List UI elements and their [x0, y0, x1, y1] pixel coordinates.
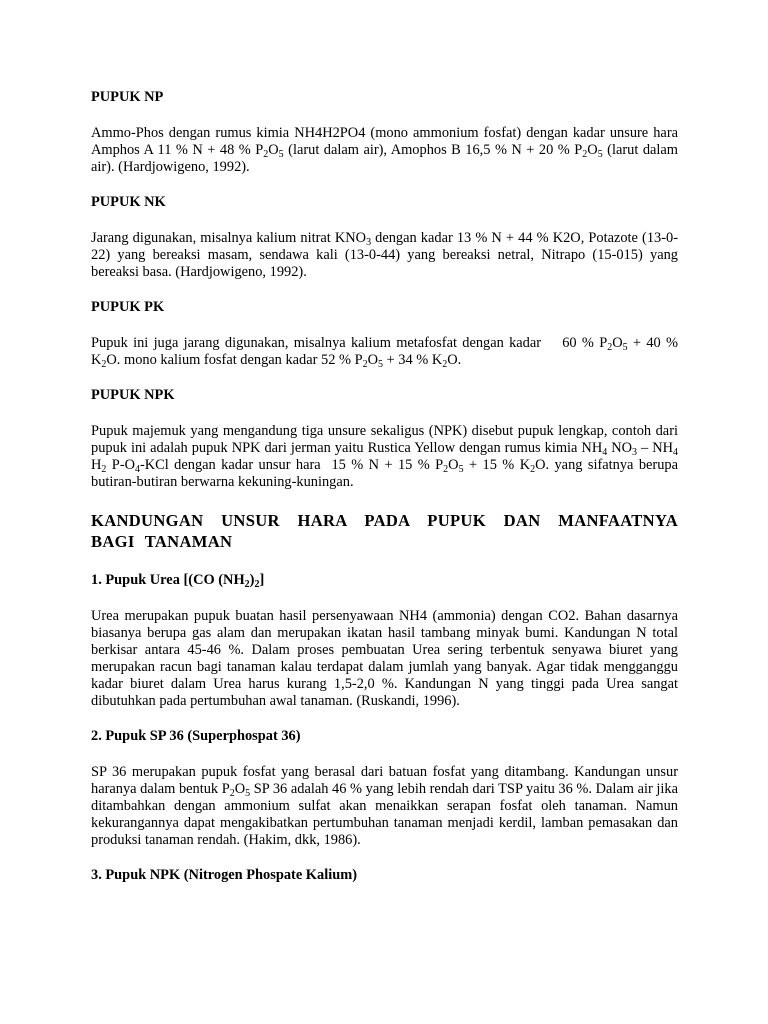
main-heading: KANDUNGAN UNSUR HARA PADA PUPUK DAN MANFAATNYA BAGI TANAMAN [91, 511, 678, 551]
paragraph-pupuk-sp36: SP 36 merupakan pupuk fosfat yang berasal dari batuan fosfat yang ditambang. Kandungan unsur haranya dalam bentuk $P_2O_5$ SP 36 adalah 46 % yang lebih rendah dari TSP yaitu 36 %. Dalam air jika ditambahkan dengan ammonium sulfat akan menaikkan serapan fosfat oleh tanaman. Namun kekurangannya dapat mengakibatkan pertumbuhan tanaman menjadi kerdil, lamban pemasakan dan produksi tanaman rendah. (Hakim, dkk, 1986). [91, 764, 678, 848]
heading-pupuk-nk: PUPUK NK [91, 194, 166, 210]
paragraph-pupuk-np: Ammo-Phos dengan rumus kimia NH4H2PO4 (mono ammonium fosfat) dengan kadar unsure hara Amphos A 11 % N + 48 % $P_2O_5$ (larut dalam air), Amophos B 16,5 % N + 20 % $P_2O_5$ (larut dalam air). (Hardjowigeno, 1992). [91, 125, 678, 175]
heading-pupuk-npk: PUPUK NPK [91, 387, 175, 403]
heading-pupuk-urea: 1. Pupuk Urea [(CO $(NH_2)_2$] [91, 572, 265, 590]
heading-pupuk-np: PUPUK NP [91, 89, 164, 105]
heading-pupuk-pk: PUPUK PK [91, 299, 165, 315]
paragraph-pupuk-nk: Jarang digunakan, misalnya kalium nitrat $KNO_3$ dengan kadar 13 % N + 44 % K2O, Potazote (13-0-22) yang bereaksi masam, sendawa kali (13-0-44) yang bereaksi netral, Nitrapo (15-015) yang bereaksi basa. (Hardjowigeno, 1992). [91, 230, 678, 280]
paragraph-pupuk-pk: Pupuk ini juga jarang digunakan, misalnya kalium metafosfat dengan kadar 60 % $P_2O_5 + 40$ % $K_2O$. mono kalium fosfat dengan kadar 52 % $P_2O_5 + 34$ % $K_2O$. [91, 335, 679, 370]
paragraph-pupuk-urea: Urea merupakan pupuk buatan hasil persenyawaan NH4 (ammonia) dengan CO2. Bahan dasarnya biasanya berupa gas alam dan merupakan ikatan hasil tambang minyak bumi. Kandungan N total berkisar antara 45-46 %. Dalam proses pembuatan Urea sering terbentuk senyawa biuret yang merupakan racun bagi tanaman kalau terdapat dalam jumlah yang banyak. Agar tidak mengganggu kadar biuret dalam Urea harus kurang 1,5-2,0 %. Kandungan N yang tinggi pada Urea sangat dibutuhkan pada pertumbuhan awal tanaman. (Ruskandi, 1996). [91, 608, 678, 709]
heading-pupuk-npk-nitrogen: 3. Pupuk NPK (Nitrogen Phospate Kalium) [91, 867, 357, 883]
heading-pupuk-sp36: 2. Pupuk SP 36 (Superphospat 36) [91, 728, 301, 744]
paragraph-pupuk-npk: Pupuk majemuk yang mengandung tiga unsure sekaligus (NPK) disebut pupuk lengkap, contoh dari pupuk ini adalah pupuk NPK dari jerman yaitu Rustica Yellow dengan rumus kimia $NH_4$ $NO_3 - NH_4$ $H_2$ $P-O_4$-KCl dengan kadar unsur hara 15 % N + 15 % $P_2O_5 + 15$ % $K_2O$. yang sifatnya berupa butiran-butiran berwarna kekuning-kuningan. [91, 423, 678, 490]
